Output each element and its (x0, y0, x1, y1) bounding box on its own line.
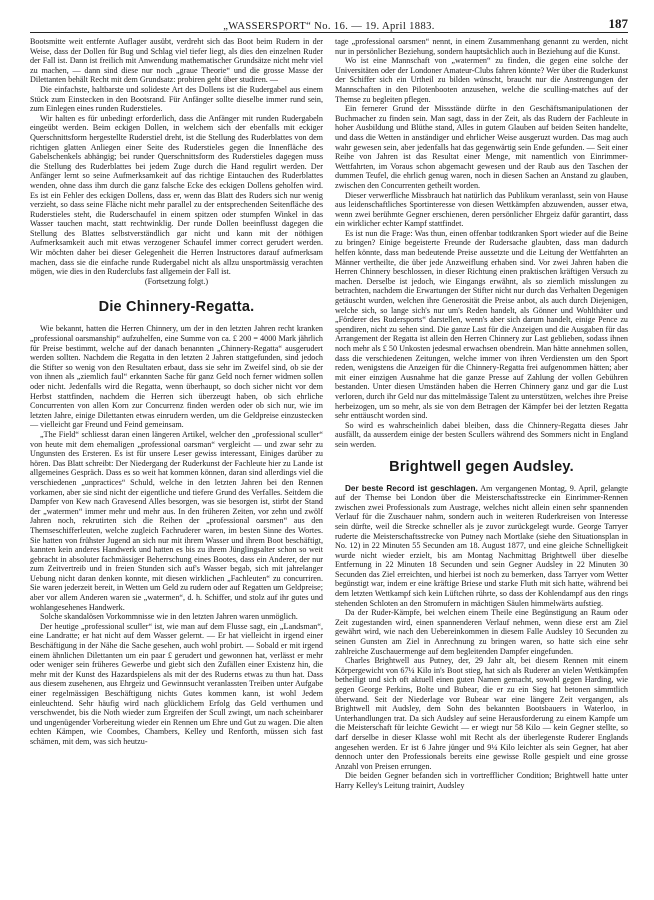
left-column (30, 37, 323, 791)
paragraph: Wo ist eine Mannschaft von „watermen“ zu finden, die gegen eine solche der Universitäten oder der Londoner Amateur-Clubs fahren könnte? Wer über die Ruderkunst der Schiffer sich ein Urtheil zu bilden wünscht, braucht nur die Anstrengungen der Mannschaften in den Pilotenbooten anzusehen, welche die sculling-matches auf der Themse zu begleiten pflegen. (335, 56, 628, 104)
text-columns (30, 37, 628, 791)
paragraph: Es ist nun die Frage: Was thun, einen offenbar todtkranken Sport wieder auf die Beine zu bringen? Einige begeisterte Freunde der Rudersache glaubten, dass man dadurch helfen könnte, dass man bedeutende Preise aussetzte und die Leitung der Wettfahrten an Männer vertheilte, die über jede Anzweiflung erhaben sind. Vor zwei Jahren haben die Herren Chinnery beschlossen, in dieser Richtung einen praktischen kräftigen Versuch zu machen. Derselbe ist jedoch, wie Eingangs erwähnt, als so ziemlich misslungen zu betrachten, nachdem die Erwartungen der Stifter nicht nur durch das Verhalten Degenigen getäuscht wurden, welchen ihre Generosität die Preise anbot, als auch durch Diejenigen, welche sich, so lange sich's nur um's Reden handelt, als Gönner und Wohlthäter und „Förderer des Rudersports“ darstellen, wenn's aber sich darum handelt, einige Pence zu spendiren, nicht zu sehen sind. Die ganze Last für die Anzeigen und die Ausgaben für das Arrangement der Regatta ist allein den Herren Chinnery zur Last geblieben, sodass ihnen noch mehr als £ 50 Unkosten jedesmal erwachsen obendrein. Man hätte annehmen sollen, dass die verschiedenen Zeitungen, welche immer von ihren Verdiensten um den Sport reden, wenigstens die Anzeigen für die Chinnery-Regatta frei aufgenommen hätten; aber mit einer einzigen Ausnahme hat die ganze Presse auf Zahlung der vollen Gebühren bestanden. Unter diesen Umständen haben die Herren Chinnery ganz und gar die Lust verloren, durch ihr Geld nur das mittelmässige Talent zu unterstützen, welches ihre Preise herbeizogen, um so mehr, als sie von dem Betragen der Kämpfer bei der letzten Regatta sehr enttäuscht worden sind. (335, 228, 628, 421)
page-number: 187 (608, 16, 628, 31)
paragraph: Bootsmitte weit entfernte Auflager ausübt, verdreht sich das Boot beim Rudern in der Weise, dass der Dollen für Bug und Schlag viel tiefer liegt, als dies den einzelnen Ruder der Fall ist. Dann ist freilich mit Anwendung mathematischer Grundsätze nicht mehr viel zu machen, — dann sind diese nur noch „graue Theorie“ und die grosse Masse der Dilettanten behält Recht mit dem Grundsatz: probiren geht über studiren. — (30, 37, 323, 85)
paragraph (335, 484, 628, 609)
article-title-brightwell: Brightwell gegen Audsley. (389, 458, 574, 475)
continuation-note: (Fortsetzung folgt.) (144, 276, 209, 286)
paragraph: So wird es wahrscheinlich dabei bleiben, dass die Chinnery-Regatta dieses Jahr ausfällt, da ausserdem einige der besten Scullers während des Sommers nicht in England sein werden. (335, 420, 628, 449)
paragraph: Da der Ruder-Kämpfe, bei welchen einem Theile eine Begünstigung an Raum oder Zeit zugestanden wird, einen spannenderen Verlauf nehmen, wenn diese erst am Ziel gewährt wird, wie nach den Uebereinkommen in diesem Falle Audsley 10 Secunden zu seinen Gunsten am Ziel in Anrechnung zu bringen waren, so hatte sich eine sehr zahlreiche Zuschauermenge auf dem begleitenden Dampfer eingefunden. (335, 608, 628, 656)
paragraph: Die einfachste, haltbarste und solideste Art des Dollens ist die Rudergabel aus einem Stück zum Einstecken in den Bootsrand. Für Anfänger sollte dieselbe immer rund sein, zum Einlegen eines runden Ruderstieles. (30, 84, 323, 114)
paragraph: tage „professional oarsmen“ nennt, in einem Zusammenhang genannt zu werden, nicht nur in persönlicher Beziehung, sondern hauptsächlich auch in Beziehung auf die Kunst. (335, 37, 628, 56)
paragraph: Die beiden Gegner befanden sich in vortrefflicher Condition; Brightwell hatte unter Harry Kelley's Leitung trainirt, Audsley (335, 771, 628, 790)
paragraph-body: Am vergangenen Montag, 9. April, gelangte auf der Themse bei London über die Meisterschaftsstrecke ein Einrimmer-Rennen zwischen zwei Professionals zum Austrage, welches nicht allein einen sehr spannenden Verlauf für die Zuschauer nahm, sondern auch in weiteren Ruderkreisen von Interesse sein dürfte, weil die Strecke schneller als je zuvor zurückgelegt wurde. George Tarryer ruderte die Meisterschaftsstrecke von Putney nach Mortlake (siehe den Situationsplan in No. 12) in 22 Minuten 55 Secunden am 18. August 1877, und eine gleiche Schnelligkeit wurde nicht wieder erzielt, bis am Montag Nachmittag Brightwell über dieselbe Entfernung in 22 Minuten 18 Secunden und sein Gegner Audsley in 22 Minuten 30 Secunden das Ziel erreichten, und hierbei ist noch zu bemerken, dass Tarryer vom Wetter begünstigt war, indem er eine kräftige Briese und starke Fluth mit sich hatte, während bei dem letzten Wettkampf sich kein Lüftchen rührte, so dass der Kohlendampf aus den rings stehenden Schloten an den Stromufern in mächtigen Säulen himmelwärts aufstieg. (335, 483, 628, 608)
page-header (30, 12, 628, 33)
paragraph: Ein fernerer Grund der Missstände dürfte in den Geschäftsmanipulationen der Buchmacher zu finden sein. Man sagt, dass in der Zeit, als das Rudern der Fachleute in hoher Ausbildung und Blüthe stand, Alles in gutem Glauben auf beiden Seiten handelte, und dass die Wetten in anständiger und ehrlicher Weise ausgeruzt wurden. Das mag auch wahr gewesen sein, aber jedenfalls hat das gegenwärtig sein Ende gefunden. — Seit einer Reihe von Jahren ist das Resultat einer Menge, mit namentlich von Einrimmer-Wettfahrten, im Voraus schon abgemacht gewesen und der Raub aus den Taschen der dummen Teufel, die ehrlich genug waren, noch in diesen Sachen an Anstand zu glauben, zwischen den Concurrenten getheilt worden. (335, 104, 628, 190)
running-header: „WASSERSPORT“ No. 16. — 19. April 1883. (223, 21, 435, 32)
paragraph: Der heutige „professional sculler“ ist, wie man auf dem Flusse sagt, ein „Landsman“, eine Landratte; er hat nicht auf dem Wasser gelernt. — Er hat vielleicht in irgend einer Beschäftigung in der Nähe die Sache gesehen, auch wohl probirt. — Sobald er mit irgend einem ähnlichen Dilettanten um ein paar £ gerudert und gewonnen hat, verlässt er mehr oder weniger sein früheres Gewerbe und giebt sich den Zufällen einer Existenz hin, die mehr mit der Kunst des Hazardspielens als mit der des Ruderns etwas zu thun hat. Dass aus diesem zusehenen, aus Ehrgeiz und Gewinnsucht veranlassten Treiben unter Aufgabe einer regelmässigen Beschäftigung nichts Gutes kommen kann, ist wohl Jedem einleuchtend. Sehr häufig wird nach glücklichem Erfolg das Geld verthumen und verschwendet, bis die Noth wieder zum Ergreifen der Scull zwingt, um nach scheinbarer und ungenügender Vorbereitung wieder ein Rennen um Ehre und Gut zu wagen. Die alten echten Kämpen, wie Coombes, Chambers, Kelley und Renforth, müssen sich fast schämen, mit dem, was sich heutzu- (30, 621, 323, 746)
paragraph: Wie bekannt, hatten die Herren Chinnery, um der in den letzten Jahren recht kranken „professional oarsmanship“ aufzuhelfen, eine Summe von ca. £ 200 = 4000 Mark jährlich für Preise bestimmt, welche auf der danach benannten „Chinnery-Regatta“ ausgerudert werden sollten. Nachdem die Regatta in den letzten 2 Jahren stattgefunden, sind jedoch die Stifter so wenig von den Resultaten erbaut, dass sie sehr im Zweifel sind, ob sie der von ihnen als „ziemlich faul“ erkannten Sache für ganz Geld noch ferner widmen sollen oder nicht. Jedenfalls wird die Regatta, wenn überhaupt, so doch sicher nicht vor dem Herbst stattfinden, nachdem die Herren sich überzeugt haben, ob sich ehrliche Concurrenten von allen Korn zur Concurrenz finden werden oder ob sich nur, wie im letzten Jahre, einige Dilettanten etwas einrudern werden, um die Geldpreise einzustecken — vielleicht gar Freund und Feind gemeinsam. (30, 324, 323, 430)
article-title-chinnery: Die Chinnery-Regatta. (98, 299, 255, 316)
right-column (335, 37, 628, 791)
paragraph: Wir halten es für unbedingt erforderlich, dass die Anfänger mit runden Rudergabeln eingeübt werden. Beim eckigen Dollen, in welchem sich der ebenfalls mit eckiger Querschnittsform hergestellte Ruderstiel dreht, ist die Stellung des Ruderblattes von dem richtigen glatten Anliegen einer Seite des Ruderstieles gegen die Innenfläche des Gabelschenkels abhängig; bei runder Querschnittsform des Ruderstieles dagegen muss die Stellung des Ruderblattes bei jedem Zuge durch die Hand regulirt werden. Der Anfänger lernt so seine Aufmerksamkeit auf das richtige Eintauchen des Ruderblattes wenden, ohne dass ihm durch die ganz falsche Ecke des eckigen Dollens geholfen wird. Es ist ein Fehler des eckigen Dollens, dass er, wenn das Blatt des Ruders sich nur wenig verzieht, so dass seine Fläche nicht mehr parallel zu der entsprechenden Seitenfläche des Ruderstieles steht, die Ruderschaufel in einem spitzen oder stumpfen Winkel in das Wasser tauchen macht, statt rechtwinklig. Der runde Dollen beeinflusst dagegen die Stellung des Blattes selbstverständlich gar nicht und kann mit der nöthigen Aufmerksamkeit auch mit etwas verzogener Schaufel immer correct gerudert werden. Wir möchten daher bei dieser Gelegenheit die Herren Instructores darauf aufmerksam machen, dass sie die einfache runde Rudergabel nicht als allzu unsportmässig verachten mögen, wie dies in den Ruderclubs fast allgemein der Fall ist. (30, 113, 323, 277)
paragraph: Dieser verwerfliche Missbrauch hat natürlich das Publikum veranlasst, sein von Hause aus leidenschaftliches Sportinteresse von diesen Wettkämpfen abzuwenden, ausser etwa, wenn zwei berühmte Gegner erschienen, deren persönlicher Ehrgeiz dafür garantirt, dass ein wirklicher echter Kampf stattfindet. (335, 190, 628, 229)
paragraph: „The Field“ schliesst daran einen längeren Artikel, welcher den „professional sculler“ von heute mit dem ehemaligen „professional oarsman“ vergleicht — und zwar sehr zu Ungunsten des Ersteren. Es ist für unsere Leser gewiss interessant, Einiges darüber zu hören. Das Blatt schreibt: Der Niedergang der Ruderkunst der Fachleute hier zu Lande ist allgemeines Gespräch. Dass es so weit hat kommen können, daran sind allerdings viel die verschiedenen „unpractices“ Schuld, welche in den letzten Jahren bei den Rennen vorkamen, aber sie sind nicht der eigentliche und tiefere Grund des Verfalles. Seitdem die Dampfer von Kew nach Gravesend Alles besorgen, was sie besorgen ist, stirbt der Stand der „watermen“ immer mehr und mehr aus. In den früheren Zeiten, vor zehn und zwölf Jahren noch, rekrutirten sich die Reihen der „professional oarsmen“ aus den Themseschifferleuten, welche zugleich Fachruderer waren, im besten Sinne des Wortes. Sie hatten von frühster Jugend an sich nur mit ihrem Wasser und ihrem Boot beschäftigt, kannten kein anderes Handwerk und hatten es bis zu ihrem Jünglingsalter schon so weit gebracht in absoluter fachmässiger Beherrschung eines Bootes, dass ein Anderer, der nur zum Zeitvertreib und in freien Stunden sich auf's Wasser begab, sich mit jahrelanger Uebung nicht daran denken konnte, mit diesen wirklichen „Fachleuten“ zu concurriren. Sie waren jederzeit bereit, in Wetten um Geld zu rudern oder auf Regatten um Geldpreise; aber vor allem Anderen waren sie „watermen“, d. h. Schiffer, und stolz auf ihr gutes und wohlangesehenes Handwerk. (30, 429, 323, 612)
lead-in: Der beste Record ist geschlagen. (345, 483, 478, 493)
paragraph: Charles Brightwell aus Putney, der, 29 Jahr alt, bei diesem Rennen mit einem Körpergewicht von 67¼ Kilo in's Boot stieg, hat sich als Ruderer an vielen Wettkämpfen betheiligt und sich oft aktuell einen guten Namen gemacht, sowohl gegen Harding, wie gegen George Perkins, Bolte und Bubear, die er zu ein Sieg hat betonen sämmtlich überwand. Seit der Niederlage vor Bubear war eine längere Zeit vergangen, als Brightwell mit Audsley, dem Sohn des bekannten Bootsbauers in Waterloo, in Unterhandlungen trat. Da sich Audsley auf seine Herausforderung zu einem Kampfe um die Meisterschaft für leichte Gewicht — er wiegt nur 58 Kilo — kein Gegner stellte, so darf derselbe in dieser Klasse wohl mit Recht als der überlegenste Ruderer Englands angesehen werden. Er ist 6 Jahre jünger und 9¼ Kilo leichter als sein Gegner, hat aber dennoch unter den Professionals bereits eine gewisse Rolle gespielt und eine grosse Anzahl von Preisen errungen. (335, 656, 628, 771)
paragraph: Solche skandalösen Vorkommnisse wie in den letzten Jahren waren unmöglich. (40, 612, 298, 622)
